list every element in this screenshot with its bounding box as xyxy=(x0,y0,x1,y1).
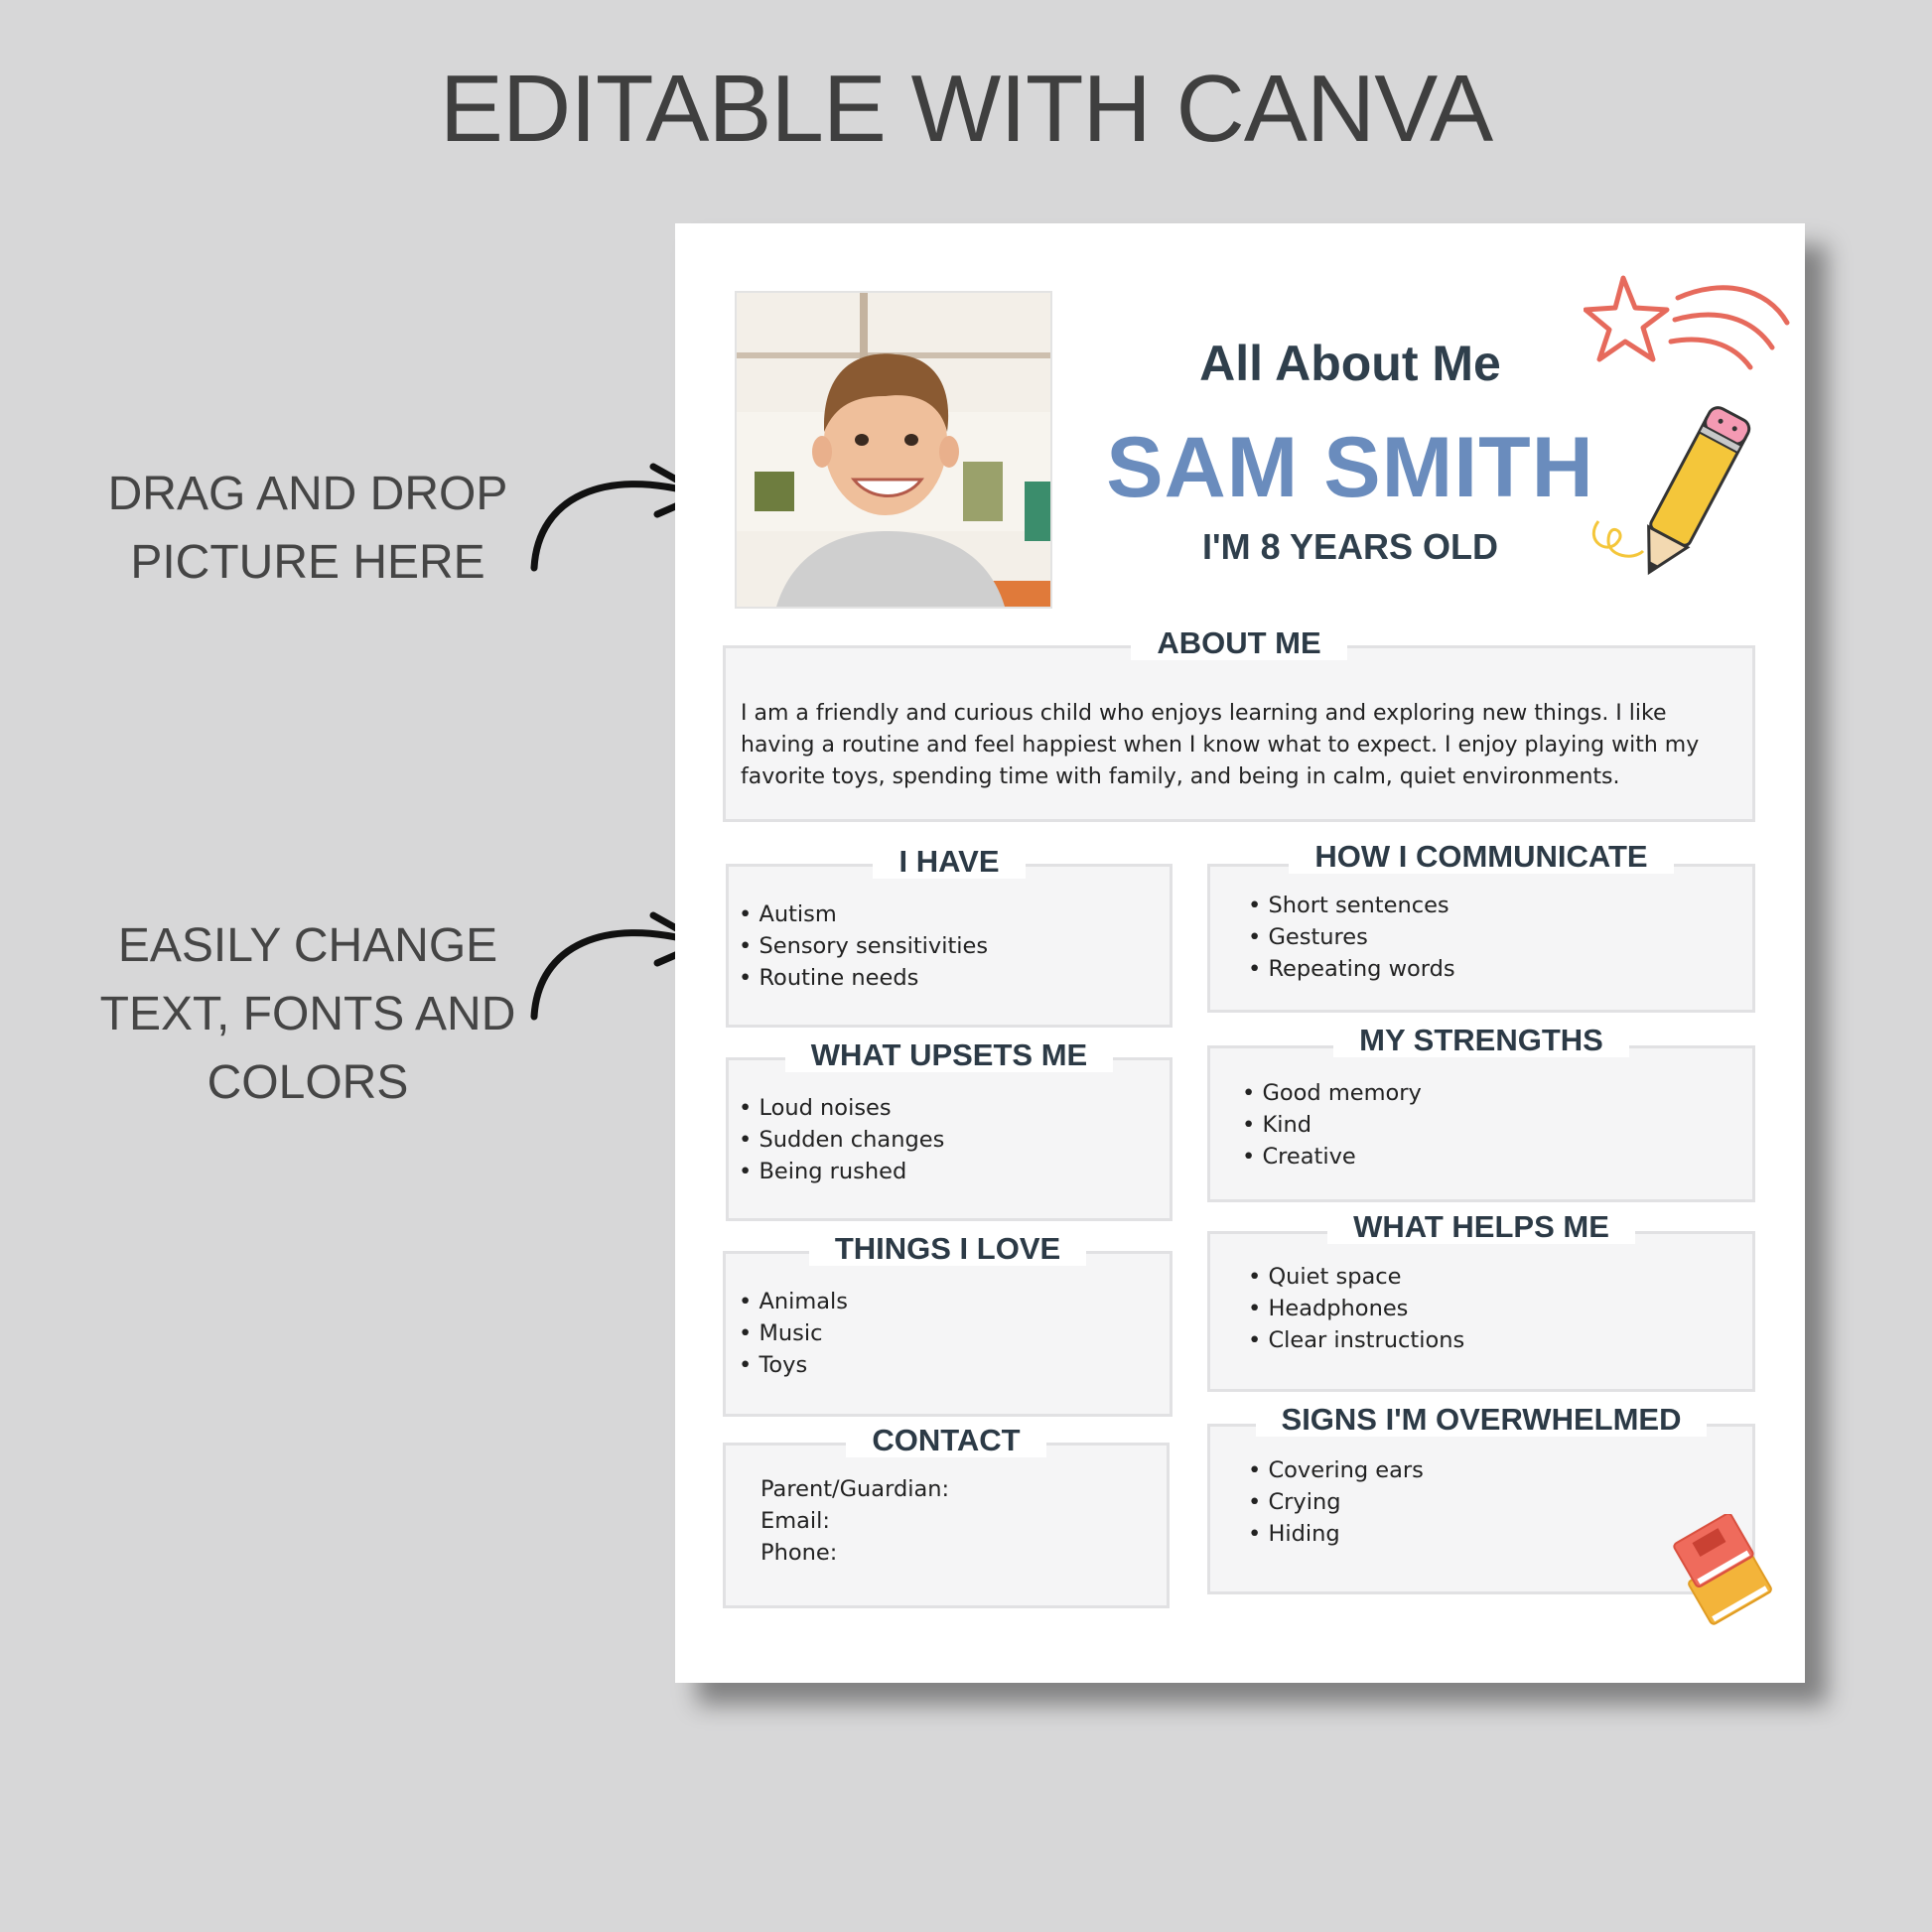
about-me-heading: ABOUT ME xyxy=(1131,625,1346,660)
list-item: • Toys xyxy=(739,1349,848,1381)
child-age: I'M 8 YEARS OLD xyxy=(1202,526,1498,567)
list-item: • Quiet space xyxy=(1248,1261,1464,1293)
communicate-box xyxy=(1207,839,1755,1013)
photo-callout xyxy=(60,460,556,597)
list-item: • Sensory sensitivities xyxy=(739,930,988,962)
books-icon xyxy=(1668,1514,1777,1633)
list-item: • Sudden changes xyxy=(739,1124,944,1156)
upsets-heading: WHAT UPSETS ME xyxy=(785,1037,1113,1072)
list-item: • Good memory xyxy=(1242,1077,1422,1109)
i-have-heading: I HAVE xyxy=(873,844,1025,879)
list-item: • Headphones xyxy=(1248,1293,1464,1324)
list-item: • Music xyxy=(739,1317,848,1349)
things-i-love-box xyxy=(723,1231,1173,1417)
list-item: • Short sentences xyxy=(1248,890,1455,921)
list-item: • Repeating words xyxy=(1248,953,1455,985)
strengths-box xyxy=(1207,1023,1755,1202)
callout-line: DRAG AND DROP xyxy=(107,468,508,520)
star-icon xyxy=(1584,268,1792,377)
callout-line: COLORS xyxy=(207,1056,409,1109)
contact-heading: CONTACT xyxy=(846,1423,1045,1457)
list-item: • Gestures xyxy=(1248,921,1455,953)
text-callout xyxy=(60,911,556,1117)
list-item: • Creative xyxy=(1242,1141,1422,1173)
i-have-box xyxy=(726,844,1173,1028)
contact-phone-line[interactable]: Phone: xyxy=(760,1540,838,1566)
list-item: • Being rushed xyxy=(739,1156,944,1187)
sheet-title: All About Me xyxy=(1199,336,1501,391)
child-photo xyxy=(737,293,1050,607)
child-name: SAM SMITH xyxy=(1106,420,1594,515)
photo-dropzone[interactable] xyxy=(735,291,1052,609)
list-item: • Animals xyxy=(739,1286,848,1317)
communicate-heading: HOW I COMMUNICATE xyxy=(1289,839,1673,874)
contact-email-line[interactable]: Email: xyxy=(760,1508,831,1534)
contact-guardian-line[interactable]: Parent/Guardian: xyxy=(760,1476,950,1502)
list-item: • Autism xyxy=(739,898,988,930)
helps-box xyxy=(1207,1209,1755,1392)
profile-sheet xyxy=(675,223,1805,1683)
callout-line: PICTURE HERE xyxy=(130,536,485,589)
callout-line: TEXT, FONTS AND xyxy=(99,988,516,1040)
list-item: • Kind xyxy=(1242,1109,1422,1141)
about-me-box xyxy=(723,625,1755,822)
overwhelmed-heading: SIGNS I'M OVERWHELMED xyxy=(1256,1402,1708,1437)
list-item: • Hiding xyxy=(1248,1518,1424,1550)
list-item: • Covering ears xyxy=(1248,1454,1424,1486)
strengths-heading: MY STRENGTHS xyxy=(1333,1023,1629,1057)
pencil-icon xyxy=(1579,392,1757,591)
list-item: • Routine needs xyxy=(739,962,988,994)
list-item: • Clear instructions xyxy=(1248,1324,1464,1356)
list-item: • Crying xyxy=(1248,1486,1424,1518)
promo-headline: EDITABLE WITH CANVA xyxy=(439,56,1493,162)
about-me-text: I am a friendly and curious child who enjoys learning and exploring new things. I like having a routine and feel happiest when I know what to expect. I enjoy playing with my favorite toys, spending time with family, and being in calm, quiet environments. xyxy=(741,701,1700,789)
things-i-love-heading: THINGS I LOVE xyxy=(809,1231,1086,1266)
list-item: • Loud noises xyxy=(739,1092,944,1124)
upsets-box xyxy=(726,1037,1173,1221)
helps-heading: WHAT HELPS ME xyxy=(1327,1209,1635,1244)
callout-line: EASILY CHANGE xyxy=(117,919,498,972)
contact-box xyxy=(723,1423,1170,1608)
